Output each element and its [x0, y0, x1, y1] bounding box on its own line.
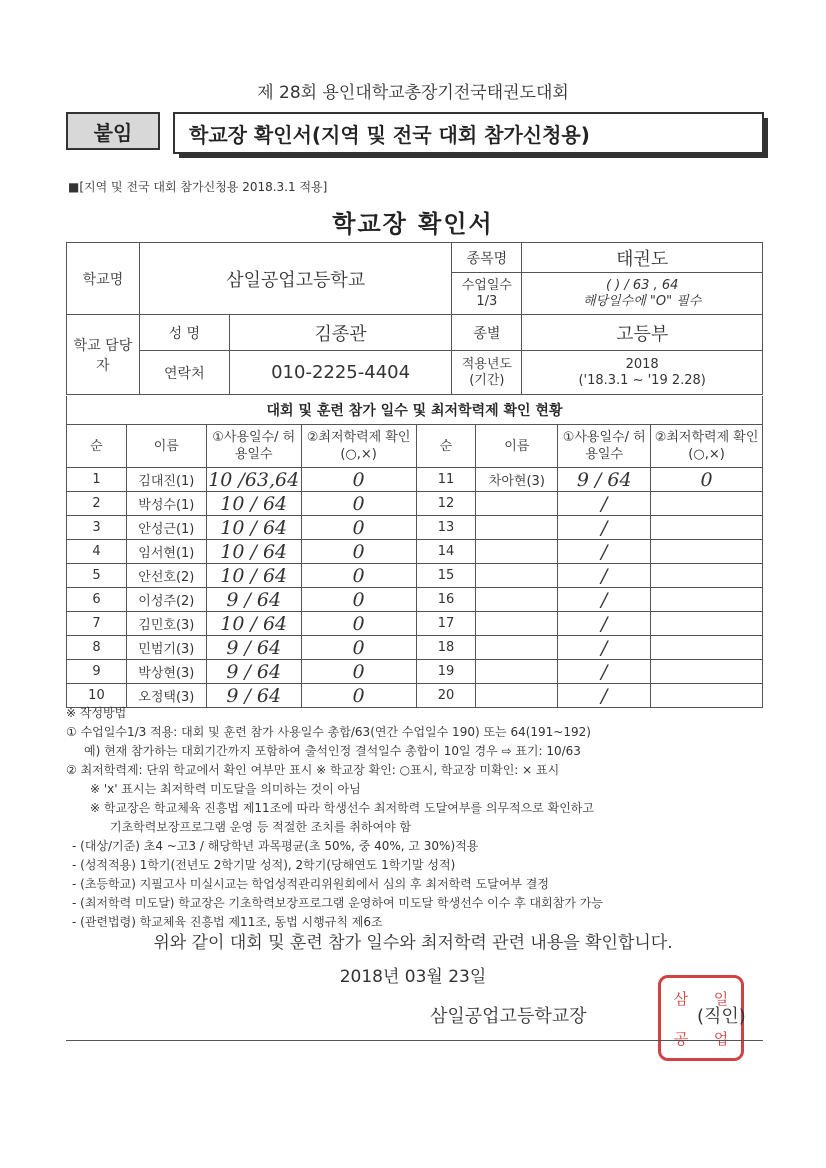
roster-cell-num2: 14: [416, 540, 476, 564]
roster-cell-num: 9: [67, 660, 127, 684]
instruction-line: 기초학력보장프로그램 운영 등 적절한 조치를 취하여야 함: [110, 820, 412, 834]
name-label: 성 명: [139, 315, 229, 351]
year-cell: [522, 351, 763, 395]
roster-cell-name: 이성주(2): [126, 588, 206, 612]
table-row: [67, 588, 763, 612]
roster-cell-days2: /: [558, 684, 651, 708]
roster-cell-days: 10 / 64: [206, 540, 301, 564]
signer-name: 삼일공업고등학교장: [430, 1006, 587, 1027]
roster-cell-check: 0: [301, 516, 416, 540]
header-days: ①사용일수/ 허용일수: [206, 425, 301, 468]
table-row: [67, 540, 763, 564]
roster-cell-days2: /: [558, 660, 651, 684]
roster-cell-days2: /: [558, 516, 651, 540]
header-check-2: ②최저학력제 확인(○,×): [651, 425, 763, 468]
table-row: [67, 636, 763, 660]
form-title: 학교장 확인서(지역 및 전국 대회 참가신청용): [173, 112, 764, 154]
contact-label: 연락처: [139, 351, 229, 395]
roster-cell-num: 1: [67, 468, 127, 492]
roster-cell-days2: /: [558, 564, 651, 588]
instruction-line: ② 최저학력제: 단위 학교에서 확인 여부만 표시 ※ 학교장 확인: ○표시, 학교장 미확인: × 표시: [66, 763, 560, 777]
roster-cell-days: 9 / 64: [206, 636, 301, 660]
table-row: [67, 564, 763, 588]
roster-cell-check2: 0: [651, 468, 763, 492]
roster-cell-days2: 9 / 64: [558, 468, 651, 492]
name-value: 김종관: [229, 315, 452, 351]
roster-cell-name: 김민호(3): [126, 612, 206, 636]
roster-cell-check2: [651, 588, 763, 612]
roster-cell-num2: 17: [416, 612, 476, 636]
instruction-line: - (초등학교) 지필고사 미실시교는 학업성적관리위원회에서 심의 후 최저학력 도달여부 결정: [72, 877, 549, 891]
roster-cell-check: 0: [301, 492, 416, 516]
period-value: ('18.3.1 ~ '19 2.28): [578, 372, 706, 388]
roster-cell-name: 오정택(3): [126, 684, 206, 708]
roster-cell-name: 임서현(1): [126, 540, 206, 564]
section-heading: 대회 및 훈련 참가 일수 및 최저학력제 확인 현황: [66, 396, 763, 424]
roster-cell-days: 9 / 64: [206, 684, 301, 708]
table-row: [67, 660, 763, 684]
school-info-table: [66, 242, 763, 395]
roster-cell-num: 7: [67, 612, 127, 636]
bottom-divider: [66, 1040, 763, 1041]
roster-table: [66, 424, 763, 708]
roster-cell-check2: [651, 564, 763, 588]
header-num-2: 순: [416, 425, 476, 468]
roster-cell-name2: [476, 588, 558, 612]
class-days-value: ( ) / 63 , 64: [605, 277, 679, 293]
roster-cell-check: 0: [301, 588, 416, 612]
instruction-line: - (대상/기준) 초4 ~고3 / 해당학년 과목평균(초 50%, 중 40%, 고 30%)적용: [72, 839, 479, 853]
roster-cell-check: 0: [301, 612, 416, 636]
instruction-line: - (관련법령) 학교체육 진흥법 제11조, 동법 시행규칙 제6조: [72, 915, 383, 929]
date-text: 2018년 03월 23일: [339, 967, 487, 987]
confirmation-text: 위와 같이 대회 및 훈련 참가 일수와 최저학력 관련 내용을 확인합니다.: [153, 933, 673, 953]
instruction-line: - (성적적용) 1학기(전년도 2학기말 성적), 2학기(당해연도 1학기말 성적): [72, 858, 456, 872]
roster-cell-name2: [476, 540, 558, 564]
roster-cell-check2: [651, 516, 763, 540]
seal-stamp-icon: 삼 일 공 업: [658, 975, 744, 1061]
table-row: [67, 468, 763, 492]
roster-cell-num: 6: [67, 588, 127, 612]
class-days-note: 해당일수에 "O" 필수: [582, 293, 702, 309]
roster-cell-check: 0: [301, 660, 416, 684]
roster-cell-check: 0: [301, 564, 416, 588]
instructions: [66, 704, 766, 932]
roster-cell-num: 10: [67, 684, 127, 708]
roster-cell-check: 0: [301, 684, 416, 708]
roster-cell-name2: [476, 612, 558, 636]
roster-cell-name: 김대진(1): [126, 468, 206, 492]
instruction-line: ※ 'x' 표시는 최저학력 미도달을 의미하는 것이 아님: [90, 782, 361, 796]
roster-cell-num2: 19: [416, 660, 476, 684]
roster-cell-days2: /: [558, 588, 651, 612]
roster-cell-days2: /: [558, 636, 651, 660]
roster-cell-days2: /: [558, 540, 651, 564]
seal-label: (직인): [697, 1006, 746, 1027]
roster-cell-num: 5: [67, 564, 127, 588]
roster-cell-num: 2: [67, 492, 127, 516]
year-value: 2018: [625, 356, 659, 372]
roster-cell-days2: /: [558, 492, 651, 516]
roster-cell-check: 0: [301, 636, 416, 660]
roster-cell-name2: [476, 564, 558, 588]
document-heading: 학교장 확인서: [332, 210, 494, 238]
roster-cell-days: 10 / 64: [206, 492, 301, 516]
class-days-cell: [522, 273, 763, 315]
roster-cell-days: 10 / 64: [206, 612, 301, 636]
contact-value: 010-2225-4404: [229, 351, 452, 395]
roster-cell-name: 박상현(3): [126, 660, 206, 684]
header-num: 순: [67, 425, 127, 468]
roster-cell-num2: 15: [416, 564, 476, 588]
table-row: [67, 516, 763, 540]
roster-cell-num: 8: [67, 636, 127, 660]
instruction-line: ※ 학교장은 학교체육 진흥법 제11조에 따라 학생선수 최저학력 도달여부를 의무적으로 확인하고: [90, 801, 594, 815]
instruction-line: ※ 작성방법: [66, 706, 127, 720]
header-name: 이름: [126, 425, 206, 468]
roster-cell-num2: 16: [416, 588, 476, 612]
instruction-line: 예) 현재 참가하는 대회기간까지 포함하여 출석인정 결석일수 총합이 10일 경우 ⇨ 표기: 10/63: [84, 744, 581, 758]
header-name-2: 이름: [476, 425, 558, 468]
roster-cell-num2: 13: [416, 516, 476, 540]
roster-cell-name2: [476, 492, 558, 516]
class-days-label: 수업일수 1/3: [452, 273, 522, 315]
school-name: 삼일공업고등학교: [139, 243, 452, 315]
roster-cell-days: 9 / 64: [206, 588, 301, 612]
instruction-line: ① 수업일수1/3 적용: 대회 및 훈련 참가 사용일수 총합/63(연간 수업일수 190) 또는 64(191~192): [66, 725, 591, 739]
roster-cell-num2: 20: [416, 684, 476, 708]
event-title: 제 28회 용인대학교총장기전국태권도대회: [257, 83, 569, 103]
roster-cell-check2: [651, 660, 763, 684]
roster-cell-name2: [476, 660, 558, 684]
roster-cell-name: 안선호(2): [126, 564, 206, 588]
roster-cell-num: 4: [67, 540, 127, 564]
year-label: 적용년도 (기간): [452, 351, 522, 395]
manager-label: 학교 담당자: [67, 315, 140, 395]
table-row: [67, 612, 763, 636]
roster-cell-check2: [651, 612, 763, 636]
roster-cell-name: 박성수(1): [126, 492, 206, 516]
roster-cell-check2: [651, 540, 763, 564]
roster-cell-days: 10 / 64: [206, 516, 301, 540]
instruction-line: - (최저학력 미도달) 학교장은 기초학력보장프로그램 운영하여 미도달 학생선수 이수 후 대회참가 가능: [72, 896, 603, 910]
attachment-label: 붙임: [66, 112, 160, 150]
event-label: 종목명: [452, 243, 522, 273]
roster-cell-num2: 18: [416, 636, 476, 660]
roster-cell-name: 민범기(3): [126, 636, 206, 660]
roster-cell-check: 0: [301, 468, 416, 492]
type-label: 종별: [452, 315, 522, 351]
header-days-2: ①사용일수/ 허용일수: [558, 425, 651, 468]
header-check: ②최저학력제 확인(○,×): [301, 425, 416, 468]
roster-cell-days: 10 /63,64: [208, 468, 300, 491]
roster-cell-name2: [476, 636, 558, 660]
roster-cell-check: 0: [301, 540, 416, 564]
roster-cell-num2: 12: [416, 492, 476, 516]
type-value: 고등부: [522, 315, 763, 351]
roster-header-row: [67, 425, 763, 468]
notice-text: ■[지역 및 전국 대회 참가신청용 2018.3.1 적용]: [68, 180, 328, 194]
roster-cell-days: 10 / 64: [206, 564, 301, 588]
roster-cell-check2: [651, 492, 763, 516]
roster-cell-num2: 11: [416, 468, 476, 492]
school-label: 학교명: [67, 243, 140, 315]
roster-cell-check2: [651, 636, 763, 660]
roster-cell-days: 9 / 64: [206, 660, 301, 684]
roster-cell-days2: /: [558, 612, 651, 636]
roster-cell-name2: [476, 516, 558, 540]
roster-cell-name: 안성근(1): [126, 516, 206, 540]
event-value: 태권도: [522, 243, 763, 273]
roster-cell-name2: 차아현(3): [476, 468, 558, 492]
roster-cell-num: 3: [67, 516, 127, 540]
table-row: [67, 492, 763, 516]
